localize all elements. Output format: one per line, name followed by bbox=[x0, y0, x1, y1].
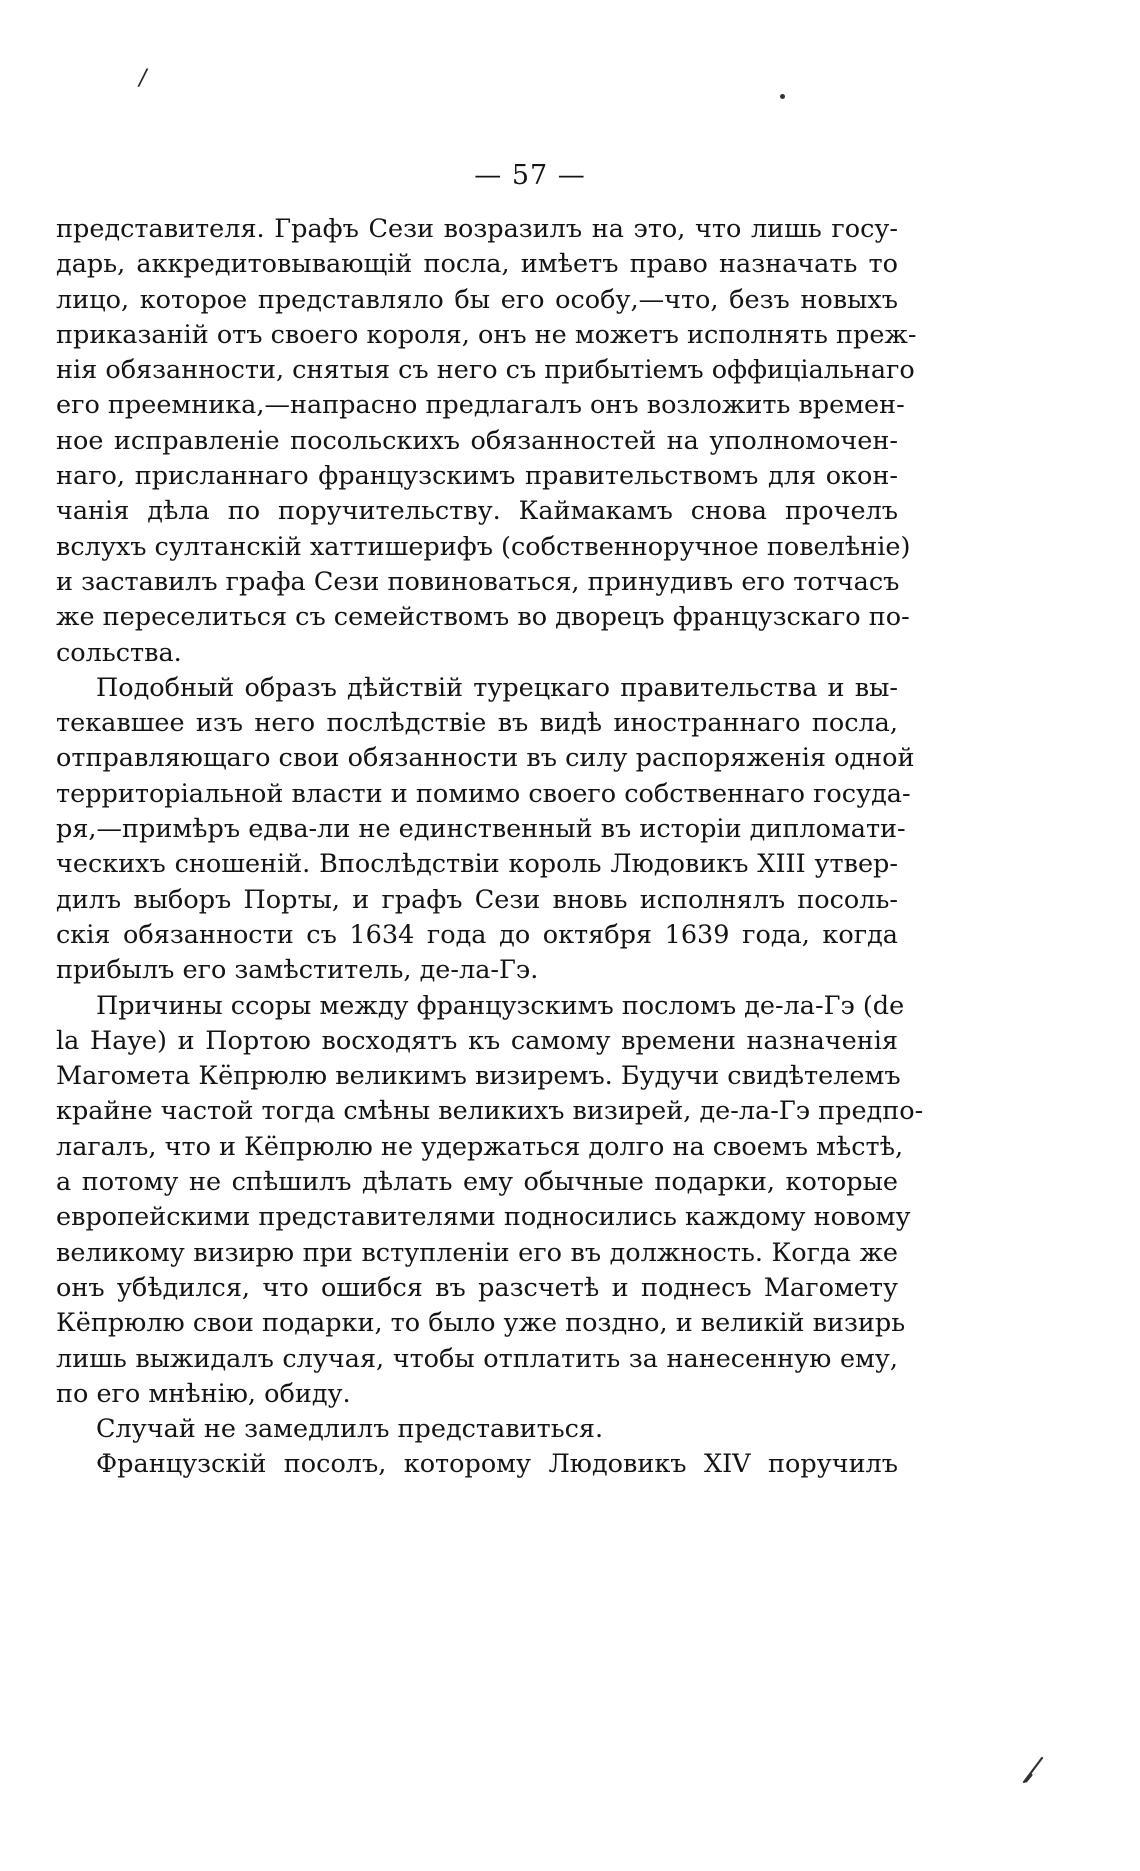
text-line: ческихъ сношеній. Впослѣдствіи король Людовикъ XIII утвер- bbox=[56, 849, 898, 880]
text-line: Случай не замедлилъ представиться. bbox=[96, 1414, 604, 1445]
paragraph bbox=[56, 212, 917, 671]
text-line: отправляющаго свои обязанности въ силу распоряженія одной bbox=[56, 743, 915, 774]
text-line: текавшее изъ него послѣдствіе въ видѣ иностраннаго посла, bbox=[56, 708, 898, 739]
text-line: и заставилъ графа Сези повиноваться, принудивъ его тотчасъ bbox=[56, 566, 900, 597]
text-line: представителя. Графъ Сези возразилъ на это, что лишь госу- bbox=[56, 214, 898, 244]
text-line: Французскій посолъ, которому Людовикъ XIV поручилъ bbox=[96, 1449, 898, 1480]
ink-speck bbox=[780, 94, 785, 99]
page-number: — 57 — bbox=[474, 160, 586, 191]
text-line: Причины ссоры между французскимъ посломъ де-ла-Гэ (de bbox=[96, 990, 905, 1021]
pencil-stroke-mark bbox=[1022, 1756, 1044, 1784]
text-line: наго, присланнаго французскимъ правительствомъ для окон- bbox=[56, 461, 898, 492]
text-line: лицо, которое представляло бы его особу,—что, безъ новыхъ bbox=[56, 284, 898, 315]
text-line: лишь выжидалъ случая, чтобы отплатить за нанесенную ему, bbox=[56, 1343, 898, 1374]
margin-mark: / bbox=[139, 66, 147, 91]
text-line: Магомета Кёпрюлю великимъ визиремъ. Будучи свидѣтелемъ bbox=[56, 1061, 901, 1092]
text-line: прибылъ его замѣститель, де-ла-Гэ. bbox=[56, 955, 539, 986]
text-line: приказаній отъ своего короля, онъ не можетъ исполнять преж- bbox=[56, 319, 917, 350]
text-line: европейскими представителями подносились каждому новому bbox=[56, 1202, 911, 1233]
text-line: скія обязанности съ 1634 года до октября 1639 года, когда bbox=[56, 919, 898, 950]
text-line: же переселиться съ семействомъ во дворецъ французскаго по- bbox=[56, 602, 910, 633]
text-line: ное исправленіе посольскихъ обязанностей на уполномочен- bbox=[56, 425, 898, 456]
text-line: чанія дѣла по поручительству. Каймакамъ снова прочелъ bbox=[56, 496, 898, 527]
text-line: крайне частой тогда смѣны великихъ визирей, де-ла-Гэ предпо- bbox=[56, 1096, 924, 1127]
text-line: вслухъ султанскій хаттишерифъ (собственноручное повелѣніе) bbox=[56, 531, 911, 562]
text-body bbox=[56, 212, 924, 1483]
text-line: нія обязанности, снятыя съ него съ прибытіемъ оффиціальнаго bbox=[56, 355, 915, 386]
paragraph bbox=[56, 989, 924, 1413]
text-line: сольства. bbox=[56, 637, 182, 668]
text-line: Подобный образъ дѣйствій турецкаго правительства и вы- bbox=[96, 672, 898, 703]
paragraph bbox=[56, 1412, 898, 1447]
paragraph bbox=[56, 671, 915, 989]
text-line: его преемника,—напрасно предлагалъ онъ возложить времен- bbox=[56, 390, 905, 421]
paragraph bbox=[56, 1447, 898, 1482]
text-line: дарь, аккредитовывающій посла, имѣетъ право назначать то bbox=[56, 249, 898, 280]
text-line: онъ убѣдился, что ошибся въ разсчетѣ и поднесъ Магомету bbox=[56, 1272, 898, 1303]
text-line: Кёпрюлю свои подарки, то было уже поздно, и великій визирь bbox=[56, 1308, 906, 1339]
text-line: дилъ выборъ Порты, и графъ Сези вновь исполнялъ посоль- bbox=[56, 884, 898, 915]
text-line: ря,—примѣръ едва-ли не единственный въ исторіи дипломати- bbox=[56, 814, 906, 845]
text-line: лагалъ, что и Кёпрюлю не удержаться долго на своемъ мѣстѣ, bbox=[56, 1131, 904, 1162]
text-line: территоріальной власти и помимо своего собственнаго госуда- bbox=[56, 778, 911, 809]
text-line: по его мнѣнію, обиду. bbox=[56, 1378, 351, 1409]
text-line: а потому не спѣшилъ дѣлать ему обычные подарки, которые bbox=[56, 1167, 898, 1198]
text-line: великому визирю при вступленіи его въ должность. Когда же bbox=[56, 1237, 898, 1268]
text-line: la Haye) и Портою восходятъ къ самому времени назначенія bbox=[56, 1025, 898, 1056]
